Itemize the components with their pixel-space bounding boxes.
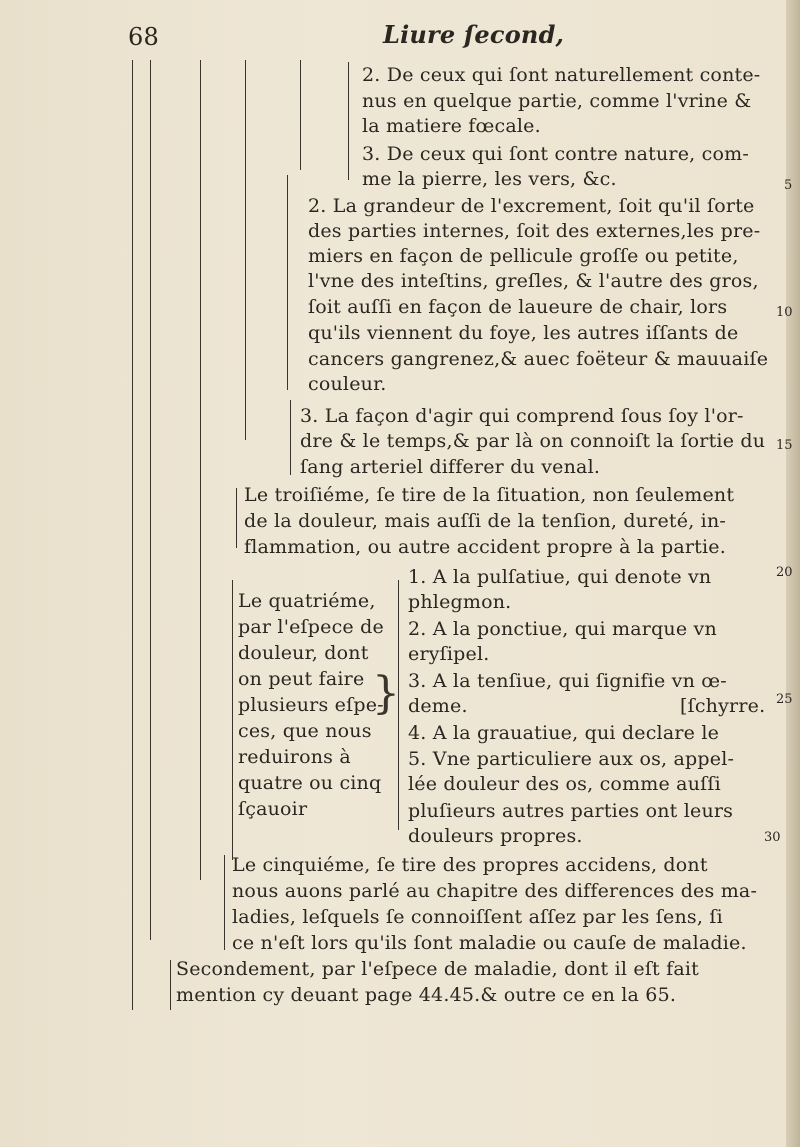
text-line: Le troiſiéme, ſe tire de la ſituation, non ſeulement: [244, 484, 735, 506]
line-number: 5: [784, 178, 793, 193]
text-line: plusieurs eſpe-: [238, 694, 384, 716]
text-line: ſang arteriel differer du venal.: [300, 456, 601, 478]
text-line: par l'eſpece de: [238, 616, 384, 638]
text-line: Secondement, par l'eſpece de maladie, dont il eſt fait: [176, 958, 700, 980]
text-line: ſoit auſſi en façon de laueure de chair, lors: [308, 296, 728, 318]
bracket-rule: [224, 855, 225, 950]
text-line: ces, que nous: [238, 720, 372, 742]
text-line: 3. A la tenſiue, qui ſignifie vn œ-: [408, 670, 727, 692]
text-line: on peut faire: [238, 668, 365, 690]
bracket-rule: [300, 60, 301, 170]
text-line: douleurs propres.: [408, 825, 583, 847]
text-line: miers en façon de pellicule groſſe ou petite,: [308, 245, 739, 267]
text-line: Le quatriéme,: [238, 590, 376, 612]
text-line: quatre ou cinq: [238, 772, 382, 794]
text-line: 2. La grandeur de l'excrement, ſoit qu'il ſorte: [308, 195, 755, 217]
text-line: l'vne des inteſtins, greſles, & l'autre des gros,: [308, 270, 759, 292]
text-line: qu'ils viennent du foye, les autres iſſants de: [308, 322, 739, 344]
text-line: [ſchyrre.: [680, 695, 766, 717]
curly-brace: }: [372, 668, 400, 719]
bracket-rule: [200, 60, 201, 880]
bracket-rule: [236, 488, 237, 548]
bracket-rule: [245, 60, 246, 440]
text-line: de la douleur, mais auſſi de la tenſion, dureté, in-: [244, 510, 727, 532]
text-line: ſçauoir: [238, 798, 308, 820]
text-line: 5. Vne particuliere aux os, appel-: [408, 748, 735, 770]
text-line: 3. La façon d'agir qui comprend ſous ſoy l'or-: [300, 405, 744, 427]
text-line: flammation, ou autre accident propre à la partie.: [244, 536, 726, 558]
bracket-rule: [290, 400, 291, 475]
line-number: 15: [776, 438, 793, 453]
line-number: 30: [764, 830, 781, 845]
text-line: pluſieurs autres parties ont leurs: [408, 800, 734, 822]
text-line: 3. De ceux qui ſont contre nature, com-: [362, 143, 749, 165]
text-line: ladies, leſquels ſe connoiſſent aſſez par les ſens, ſi: [232, 906, 723, 928]
line-number: 20: [776, 565, 793, 580]
text-line: lée douleur des os, comme auſſi: [408, 773, 721, 795]
bracket-rule: [287, 175, 288, 390]
text-line: cancers gangrenez,& auec foëteur & mauuaiſe: [308, 348, 769, 370]
page-number: 68: [128, 23, 159, 51]
text-line: nous auons parlé au chapitre des differences des ma-: [232, 880, 758, 902]
text-line: 2. A la ponctiue, qui marque vn: [408, 618, 717, 640]
text-line: Le cinquiéme, ſe tire des propres accidens, dont: [232, 854, 708, 876]
bracket-rule: [170, 960, 171, 1010]
bracket-rule: [132, 60, 133, 1010]
text-line: la matiere fœcale.: [362, 115, 541, 137]
bracket-rule: [150, 60, 151, 940]
text-line: dre & le temps,& par là on connoiſt la ſortie du: [300, 430, 766, 452]
text-line: 2. De ceux qui ſont naturellement conte-: [362, 64, 761, 86]
text-line: 4. A la grauatiue, qui declare le: [408, 722, 720, 744]
bracket-rule: [232, 580, 233, 860]
running-title: Liure ſecond,: [383, 20, 565, 49]
line-number: 25: [776, 692, 793, 707]
text-line: eryſipel.: [408, 643, 490, 665]
text-line: mention cy deuant page 44.45.& outre ce en la 65.: [176, 984, 677, 1006]
text-line: 1. A la pulſatiue, qui denote vn: [408, 566, 712, 588]
text-line: douleur, dont: [238, 642, 369, 664]
text-line: nus en quelque partie, comme l'vrine &: [362, 90, 752, 112]
text-line: me la pierre, les vers, &c.: [362, 168, 617, 190]
bracket-rule: [348, 62, 349, 180]
text-line: deme.: [408, 695, 468, 717]
text-line: phlegmon.: [408, 591, 512, 613]
text-line: reduirons à: [238, 746, 351, 768]
text-line: ce n'eſt lors qu'ils ſont maladie ou cauſe de maladie.: [232, 932, 747, 954]
line-number: 10: [776, 305, 793, 320]
text-line: des parties internes, ſoit des externes,les pre-: [308, 220, 761, 242]
text-line: couleur.: [308, 373, 387, 395]
